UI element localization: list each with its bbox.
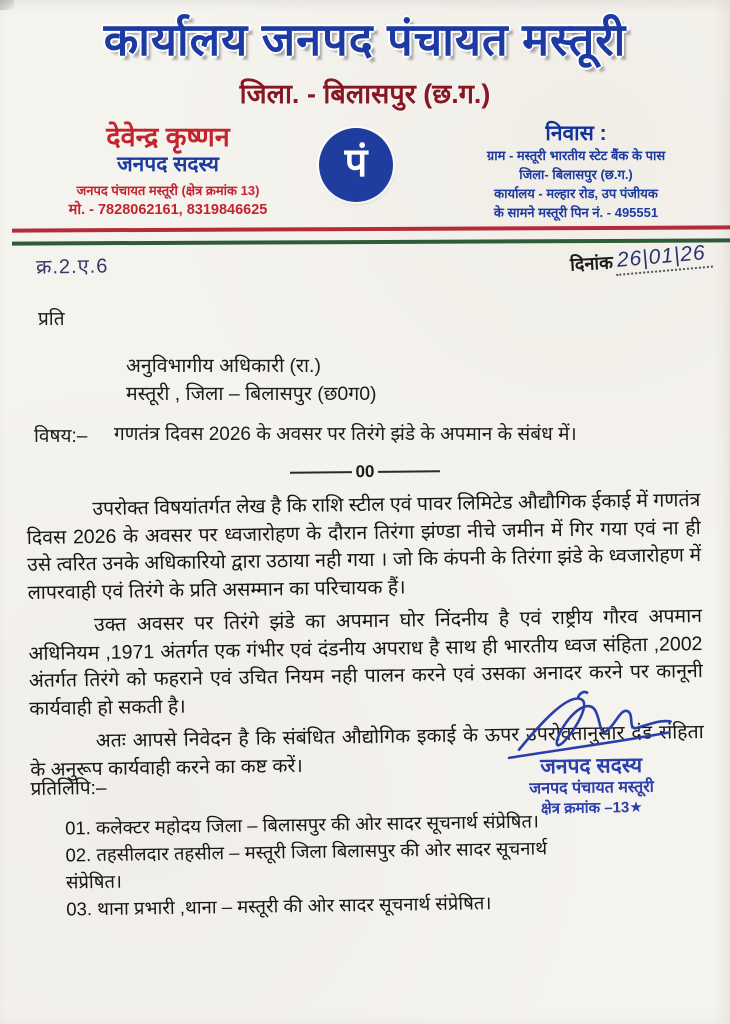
copies-section [30, 767, 592, 923]
addressee-line: अनुविभागीय अधिकारी (रा.) [126, 355, 321, 377]
tricolor-rule-green [12, 238, 730, 245]
subject-row [34, 422, 698, 448]
reference-number-handwritten: क्र.2.ए.6 [35, 255, 109, 279]
logo-glyph: पं [344, 141, 368, 185]
addressee-block [126, 352, 377, 408]
residence-heading: निवास : [545, 122, 607, 145]
member-phone: मो. - 7828062161, 8319846625 [68, 202, 268, 218]
body-paragraph-2: उक्त अवसर पर तिरंगे झंडे का अपमान घोर निंदनीय है एवं राष्ट्रीय गौरव अपमान अधिनियम ,1971 अंतर्गत एक गंभीर एवं दंडनीय अपराध है साथ ही भारतीय ध्वज संहिता ,2002 अंतर्गत तिरंगे को फहराने एवं उचित नियम नही पालन करने एवं उसका अनादर करने पर कानूनी कार्यवाही हो सकती है। [28, 605, 703, 720]
office-line: कार्यालय - मल्हार रोड, उप पंजीयक [494, 186, 658, 201]
copy-item: 03. थाना प्रभारी ,थाना – मस्तूरी की ओर सादर सूचनार्थ संप्रेषित। [66, 892, 492, 920]
residence-line: जिला- बिलासपुर (छ.ग.) [519, 167, 633, 182]
stamp-designation: जनपद सदस्य [540, 753, 643, 779]
letterhead-org-title: कार्यालय जनपद पंचायत मस्तूरी [103, 14, 627, 65]
office-line: के सामने मस्तूरी पिन नं. - 495551 [493, 205, 659, 220]
residence-line: ग्राम - मस्तूरी भारतीय स्टेट बैंक के पास [486, 148, 666, 163]
body-paragraph-1: उपरोक्त विषयांतर्गत लेख है कि राशि स्टील एवं पावर लिमिटेड औद्यौगिक ईकाई में गणतंत्र दिवस 2026 के अवसर पर ध्वजारोहण के दौरान तिरंगा झंण्डा नीचे जमीन में गिर गया एवं ना ही उसे त्वरित उनके अधिकारियो द्वारा उठाया नही गया । जो कि कंपनी के तिरंगा झंडे के ध्वजारोहण में लापरवाही एवं तिरंगे के प्रति असम्मान का परिचायक हैं। [26, 489, 702, 604]
body-paragraph-3: अतः आपसे निवेदन है कि संबंधित औद्योगिक इकाई के ऊपर उपरोक्तानुसार दंड संहिता के अनुरूप कार्यवाही करने का कष्ट करें। [30, 721, 704, 781]
letter-body [26, 487, 708, 1017]
letterhead-district-line: जिला. - बिलासपुर (छ.ग.) [239, 79, 491, 109]
tricolor-rule-red [12, 225, 730, 232]
date-row [570, 242, 713, 276]
separator-dash [290, 471, 352, 474]
date-handwritten: 26|01|26 [614, 241, 713, 276]
subject-text: गणतंत्र दिवस 2026 के अवसर पर तिरंगे झंडे के अपमान के संबंध में। [114, 424, 577, 445]
section-separator [0, 461, 730, 482]
letterhead-address-block [432, 122, 720, 222]
separator-zeros: 00 [355, 461, 375, 482]
copies-label: प्रतिलिपि:– [30, 777, 107, 800]
letterhead-contact-block [28, 122, 308, 220]
panchayat-logo-icon [319, 128, 393, 202]
member-designation: जनपद सदस्य [117, 153, 219, 176]
date-label: दिनांक [569, 252, 614, 275]
to-label: प्रति [38, 309, 65, 330]
member-org-line: जनपद पंचायत मस्तूरी (क्षेत्र क्रमांक 13) [76, 183, 260, 198]
member-name: देवेन्द्र कृष्णन [106, 122, 230, 152]
copy-item: 01. कलेक्टर महोदय जिला – बिलासपुर की ओर सादर सूचनार्थ संप्रेषित। [64, 810, 540, 839]
separator-dash [378, 470, 440, 473]
copy-item: 02. तहसीलदार तहसील – मस्तूरी जिला बिलासपुर की ओर सादर सूचनार्थ संप्रेषित। [65, 837, 548, 893]
stamp-ward-number: क्षेत्र क्रमांक –13★ [540, 798, 643, 818]
subject-label: विषय:– [34, 426, 88, 447]
addressee-line: मस्तूरी , जिला – बिलासपुर (छ0ग0) [126, 383, 377, 405]
stamp-office: जनपद पंचायत मस्तूरी [529, 778, 654, 798]
